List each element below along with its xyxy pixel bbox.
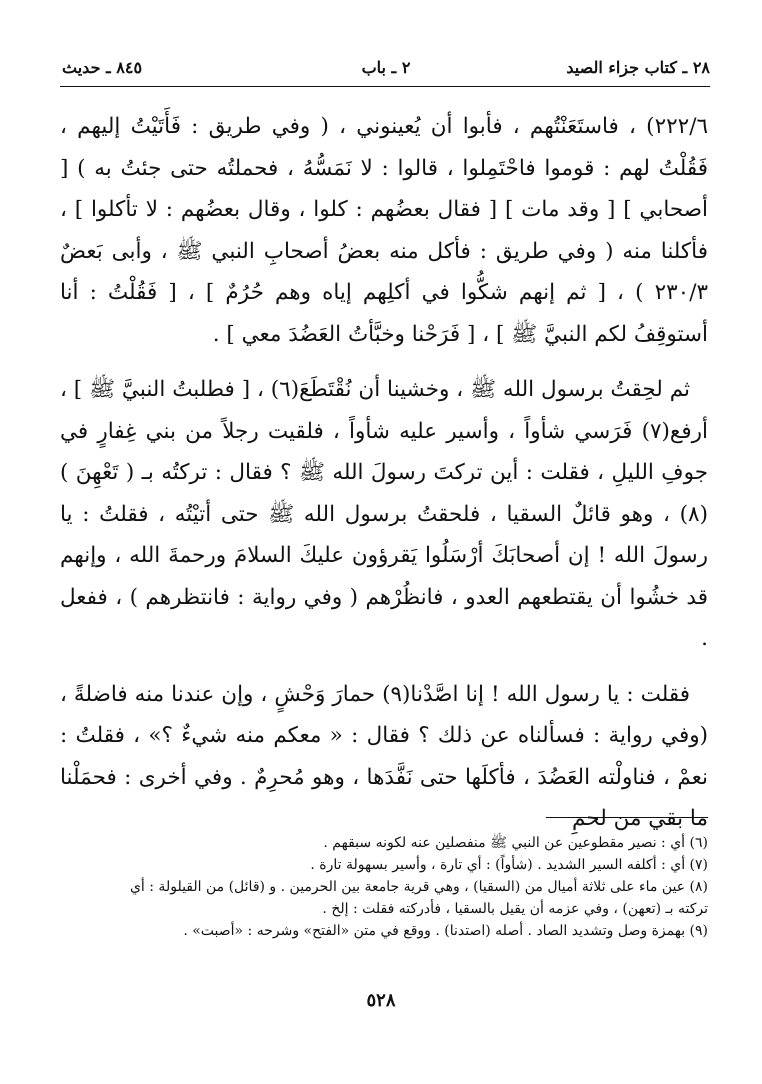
footnote-8: (٨) عين ماء على ثلاثة أميال من (السقيا) ، وهي قرية جامعة بين الحرمين . و (قائل) من القيلولة : أي (129, 879, 708, 895)
footnotes (58, 832, 708, 942)
running-header (62, 56, 710, 86)
header-hadith-number: ٨٤٥ ـ حديث (62, 58, 143, 77)
header-chapter: ٢ ـ باب (361, 58, 411, 77)
page-number: ٥٢٨ (366, 990, 396, 1011)
header-divider (60, 86, 710, 87)
footnote-7: (٧) أي : أكلفه السير الشديد . (شأواً) : أي تارة ، وأسير بسهولة تارة . (310, 857, 708, 873)
paragraph-1: ٢٢٢/٦) ، فاستَعَنْتُهم ، فأبوا أن يُعينوني ، ( وفي طريق : فَأَتَيْتُ إليهم ، فَقُلْتُ لهم : قوموا فاحْتَمِلوا ، قالوا : لا نَمَسُّهُ ، فحملتُه حتى جئتُ به ) [ أصحابي ] [ وقد مات ] [ فقال بعضُهم : كلوا ، وقال بعضُهم : لا تأكلوا ] ، فأكلنا منه ( وفي طريق : فأكل منه بعضُ أصحابِ النبي ﷺ ، وأبى بَعضٌ ٢٣٠/٣ ) ، [ ثم إنهم شكُّوا في أكلِهم إياه وهم حُرُمٌ ] ، [ فَقُلْتُ : أنا أستوقِفُ لكم النبيَّ ﷺ ] ، [ فَرَحْنا وخبَّأتُ العَضُدَ معي ] . (60, 114, 708, 347)
header-book-title: ٢٨ ـ كتاب جزاء الصيد (566, 58, 710, 77)
main-text (60, 106, 708, 854)
footnote-6: (٦) أي : نصير مقطوعين عن النبي ﷺ منفصلين عنه لكونه سبقهم . (323, 835, 708, 851)
paragraph-2: ثم لحِقتُ برسول الله ﷺ ، وخشينا أن نُقْتَطَعَ(٦) ، [ فطلبتُ النبيَّ ﷺ ] ، أرفع(٧) فَرَسي شأواً ، وأسير عليه شأواً ، فلقيت رجلاً من بني غِفارٍ في جوفِ الليلِ ، فقلت : أين تركتَ رسولَ الله ﷺ ؟ فقال : تركتُه بـ ( تَعْهِنَ )(٨) ، وهو قائلٌ السقيا ، فلحقتُ برسول الله ﷺ حتى أتيْتُه ، فقلتُ : يا رسولَ الله ! إن أصحابَكَ أرْسَلُوا يَقرؤون عليكَ السلامَ ورحمةَ الله ، وإنهم قد خشُوا أن يقتطعهم العدو ، فانظُرْهم ( وفي رواية : فانتظرهم ) ، ففعل . (60, 377, 708, 651)
footnote-9: (٩) بهمزة وصل وتشديد الصاد . أصله (اصتدنا) . ووقع في متن «الفتح» وشرحه : «أصبت» . (183, 923, 708, 939)
footnote-8-continued: تركته بـ (تعهن) ، وفي عزمه أن يقيل بالسقيا ، فأدركته فقلت : إلخ . (322, 901, 708, 917)
paragraph-3: فقلت : يا رسول الله ! إنا اصَّدْنا(٩) حمارَ وَحْشٍ ، وإن عندنا منه فاضلةً ، (وفي رواية : فسألناه عن ذلك ؟ فقال : « معكم منه شيءٌ ؟» ، فقلتُ : نعمْ ، فناولْته العَضُدَ ، فأكلَها حتى نَفَّدَها ، وهو مُحرِمٌ . وفي أخرى : فحمَلْنا ما بقي من لحمِ (60, 681, 708, 831)
footnote-divider (546, 817, 708, 818)
